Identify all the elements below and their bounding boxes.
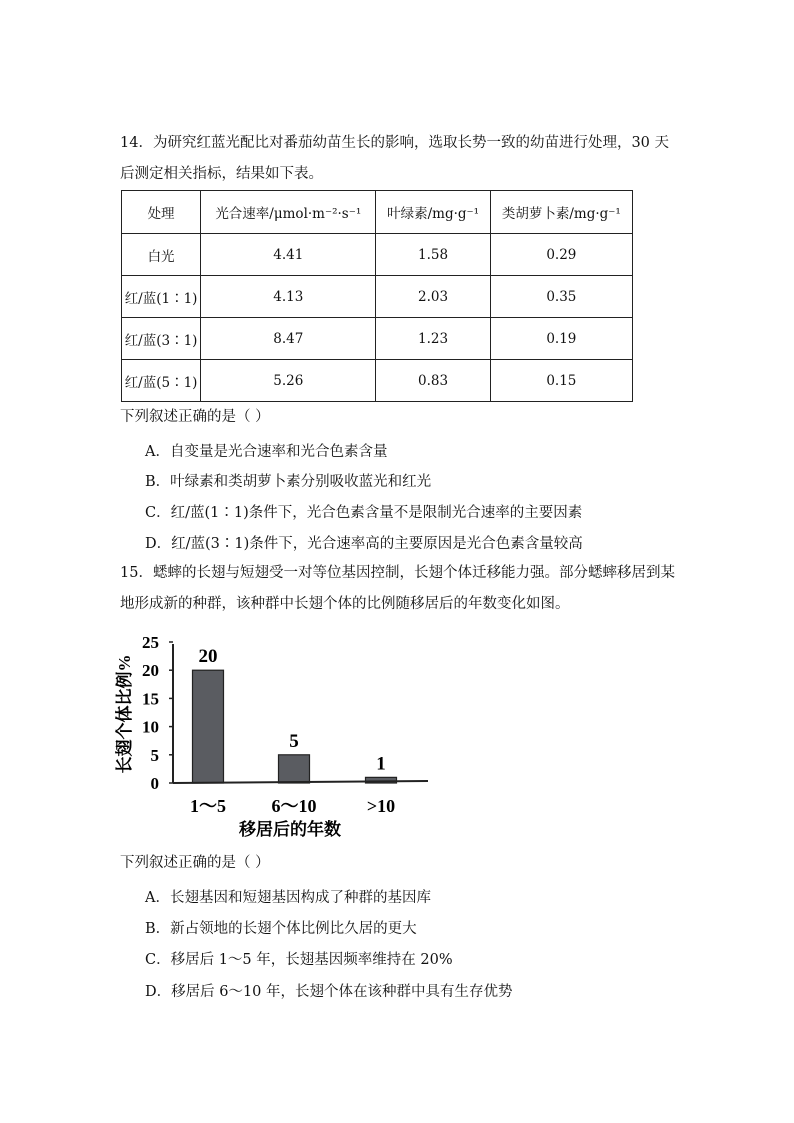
q14-stem: 14．为研究红蓝光配比对番茄幼苗生长的影响，选取长势一致的幼苗进行处理，30 天后测定相关指标，结果如下表。: [120, 135, 670, 182]
table-cell: 2.03: [376, 276, 490, 318]
q14-option-c[interactable]: C．红/蓝(1∶1)条件下，光合色素含量不是限制光合速率的主要因素: [145, 505, 583, 521]
table-cell: 0.15: [490, 360, 632, 402]
header-cell: 处理: [122, 191, 201, 234]
table-row: [122, 318, 633, 360]
bar-data-label: 5: [289, 730, 299, 752]
x-axis-label: 移居后的年数: [239, 820, 341, 839]
y-tick-label: 25: [142, 633, 159, 652]
table-cell: 红/蓝(5∶1): [122, 360, 201, 402]
y-axis-label: 长翅个体比例%: [115, 654, 134, 774]
x-tick-label: >10: [366, 796, 396, 816]
q15-bar-chart: [110, 632, 440, 847]
table-row: [122, 234, 633, 276]
q15-option-b[interactable]: B．新占领地的长翅个体比例比久居的更大: [145, 921, 417, 937]
y-tick-label: 15: [142, 689, 159, 709]
q14-data-table: [121, 190, 633, 402]
table-cell: 白光: [122, 234, 201, 276]
table-header-row: [122, 191, 633, 234]
header-cell: 类胡萝卜素/mg·g⁻¹: [490, 191, 632, 234]
x-tick-label: 6～10: [271, 796, 317, 816]
header-cell: 光合速率/μmol·m⁻²·s⁻¹: [201, 191, 376, 234]
y-tick-label: 0: [150, 774, 159, 793]
q14-option-b[interactable]: B．叶绿素和类胡萝卜素分别吸收蓝光和红光: [145, 474, 432, 490]
table-cell: 1.23: [376, 318, 490, 360]
q15-option-c[interactable]: C．移居后 1～5 年，长翅基因频率维持在 20%: [145, 952, 453, 968]
table-cell: 4.41: [201, 234, 376, 276]
table-cell: 0.19: [490, 318, 632, 360]
q14-option-a[interactable]: A．自变量是光合速率和光合色素含量: [145, 444, 388, 460]
table-cell: 红/蓝(3∶1): [122, 318, 201, 360]
bar-1: [193, 670, 224, 783]
table-cell: 1.58: [376, 234, 490, 276]
header-cell: 叶绿素/mg·g⁻¹: [376, 191, 490, 234]
y-tick-label: 20: [142, 661, 159, 681]
table-row: [122, 360, 633, 402]
table-cell: 0.83: [376, 360, 490, 402]
table-cell: 5.26: [201, 360, 376, 402]
table-cell: 4.13: [201, 276, 376, 318]
table-cell: 0.29: [490, 234, 632, 276]
q14-option-d[interactable]: D．红/蓝(3∶1)条件下，光合速率高的主要原因是光合色素含量较高: [145, 536, 583, 552]
bar-2: [279, 755, 310, 783]
y-tick-label: 10: [142, 717, 159, 737]
bar-data-label: 20: [198, 646, 218, 668]
table-cell: 8.47: [201, 318, 376, 360]
y-tick-label: 5: [150, 745, 159, 765]
bar-data-label: 1: [376, 753, 386, 775]
q15-option-a[interactable]: A．长翅基因和短翅基因构成了种群的基因库: [145, 890, 431, 906]
table-cell: 0.35: [490, 276, 632, 318]
table-cell: 红/蓝(1∶1): [122, 276, 201, 318]
q14-prompt: 下列叙述正确的是（ ）: [120, 409, 270, 425]
x-tick-label: 1～5: [190, 796, 226, 816]
q15-stem: 15．蟋蟀的长翅与短翅受一对等位基因控制，长翅个体迁移能力强。部分蟋蟀移居到某地形成新的种群，该种群中长翅个体的比例随移居后的年数变化如图。: [120, 565, 675, 612]
q15-option-d[interactable]: D．移居后 6～10 年，长翅个体在该种群中具有生存优势: [145, 984, 513, 1000]
table-row: [122, 276, 633, 318]
q15-prompt: 下列叙述正确的是（ ）: [120, 855, 270, 871]
